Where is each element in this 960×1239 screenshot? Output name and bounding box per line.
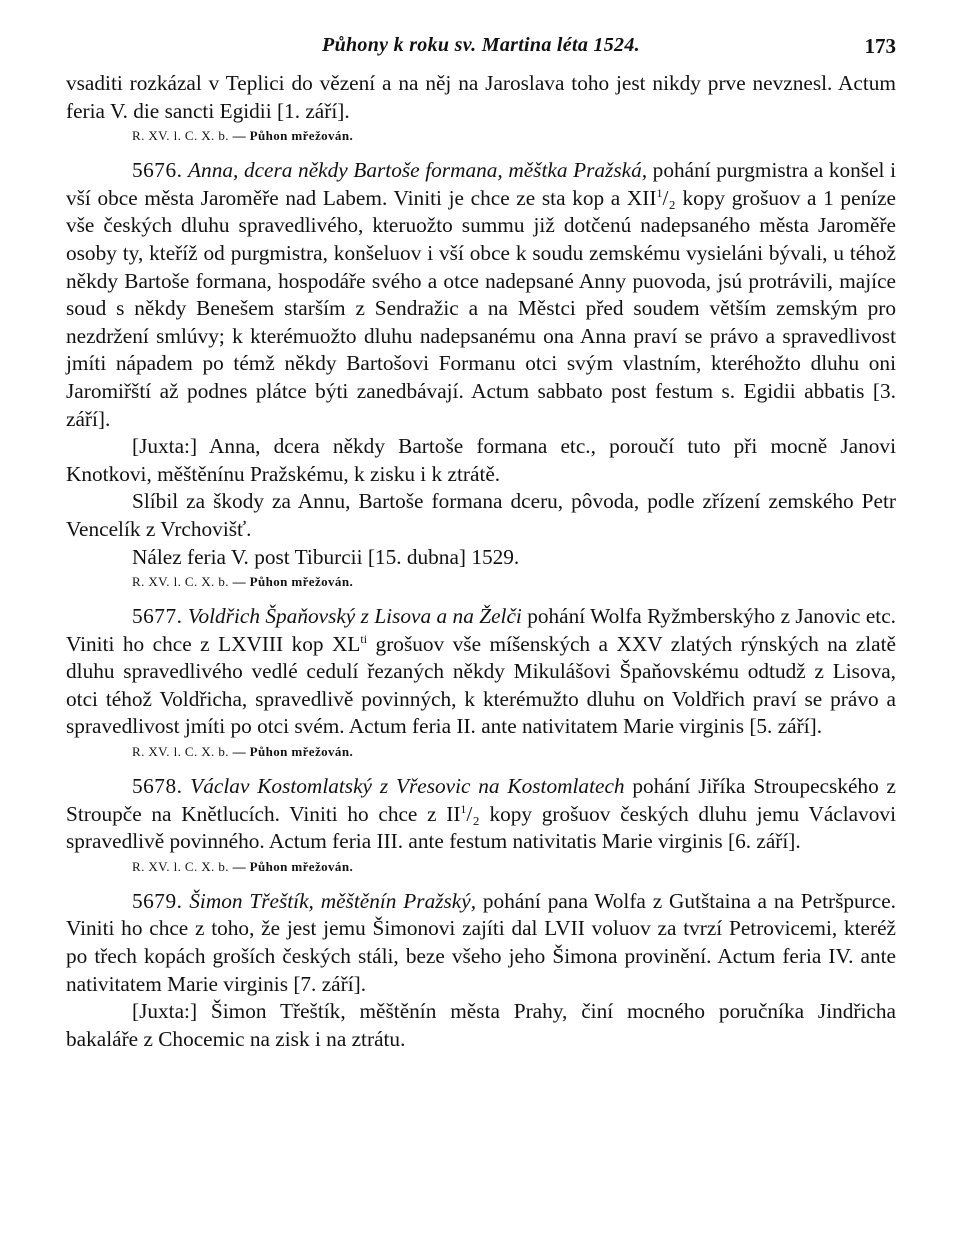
plaintiff-name: Šimon Třeštík, měštěnín Pražský, xyxy=(189,888,477,913)
entry-text-continued: /₂ kopy grošuov českých dluhu jemu Václavovi spravedlivě povinného. Actum feria III. ante festum nativitatis Marie virginis [6. září]. xyxy=(66,801,896,854)
superscript: 1 xyxy=(460,801,467,816)
note-reference: R. XV. l. C. X. b. xyxy=(132,744,229,760)
entry-text-continued: grošuov vše míšenských a XXV zlatých rýnských na zlatě dluhu spravedlivého vedlé cedulí řezaných někdy Mikulášovi Špaňovskému odtudž z Lisova, otci téhož Voldřicha, spravedlivě povinných, k kterémužto dluhu on Voldřich praví se právo a spravedlivost jmíti po otci svém. Actum feria II. ante nativitatem Marie virginis [5. září]. xyxy=(66,631,896,739)
note-status: — Půhon mřežován. xyxy=(232,128,354,144)
entry-5678 xyxy=(66,773,896,856)
running-title: Půhony k roku sv. Martina léta 1524. xyxy=(322,34,640,56)
plaintiff-name: Václav Kostomlatský z Vřesovic na Kostomlatech xyxy=(190,774,625,799)
entry-note xyxy=(132,741,896,763)
continuation-note xyxy=(132,125,896,147)
entry-number: 5677. xyxy=(132,604,183,629)
note-status: — Půhon mřežován. xyxy=(232,574,354,590)
entry-number: 5676. xyxy=(132,158,183,183)
note-status: — Půhon mřežován. xyxy=(232,744,354,760)
entry-text: pohání Wolfa Ryžmberskýho z Janovic etc. Viniti ho chce z LXVIII kop XL xyxy=(66,604,896,656)
continuation-paragraph: vsaditi rozkázal v Teplici do vězení a na něj na Jaroslava toho jest nikdy prve nevznesl. Actum feria V. die sancti Egidii [1. září]. xyxy=(66,71,896,123)
superscript: 1 xyxy=(656,185,663,200)
entry-note xyxy=(132,856,896,878)
entry-5676 xyxy=(66,157,896,433)
running-header xyxy=(66,34,896,60)
document-page xyxy=(66,34,896,1214)
entry-5679 xyxy=(66,888,896,998)
plaintiff-name: Voldřich Špaňovský z Lisova a na Želči xyxy=(187,604,522,629)
superscript: ti xyxy=(360,631,368,646)
entry-number: 5679. xyxy=(132,888,183,913)
page-number: 173 xyxy=(864,34,896,58)
plaintiff-name: Anna, dcera někdy Bartoše formana, měštka Pražská, xyxy=(188,158,648,183)
juxta-paragraph: [Juxta:] Anna, dcera někdy Bartoše formana etc., poroučí tuto při mocně Janovi Knotkovi, měštěnínu Pražskému, k zisku i k ztrátě. xyxy=(66,434,896,486)
note-reference: R. XV. l. C. X. b. xyxy=(132,128,229,144)
surety-paragraph: Slíbil za škody za Annu, Bartoše formana dceru, pôvoda, podle zřízení zemského Petr Vencelík z Vrchovišť. xyxy=(66,489,896,541)
entry-note xyxy=(132,571,896,593)
entry-text: pohání pana Wolfa z Gutštaina a na Petršpurce. Viniti ho chce z toho, že jest jemu Šimonovi zajíti dal LVII voluov za tvrzí Petrovicemi, kteréž po třech kopách groších českých stáli, beze všeho jeho Šimona provinění. Actum feria IV. ante nativitatem Marie virginis [7. září]. xyxy=(66,888,896,996)
entry-text: pohání purgmistra a konšel i vší obce města Jaroměře nad Labem. Viniti je chce ze sta kop a XII xyxy=(66,158,896,210)
entry-5677 xyxy=(66,603,896,741)
juxta-paragraph: [Juxta:] Šimon Třeštík, měštěnín města Prahy, činí mocného poručníka Jindřicha bakaláře z Chocemic na zisk i na ztrátu. xyxy=(66,999,896,1051)
entry-text-continued: /₂ kopy grošuov a 1 peníze vše českých dluhu spravedlivého, kteruožto summu již dotčenú nadepsaného města Jaroměře osoby ty, kteříž od purgmistra, konšeluov i vší obce k soudu zemskému vysieláni bývali, u téhož někdy Bartoše formana, hospodáře svého a otce nadepsané Anny puovoda, jsú protrávili, majíce soud s někdy Benešem starším z Sendražic a na Městci před soudem větším zemským pro nezdržení smlúvy; k kterémuožto dluhu nadepsanému ona Anna praví se právo a spravedlivost jmíti nápadem po témž někdy Bartošovi Formanu otci svým vlastním, kteréhožto dluhu oni Jaromiřští až podnes plátce býti zanedbávají. Actum sabbato post festum s. Egidii abbatis [3. září]. xyxy=(66,185,896,431)
entry-number: 5678. xyxy=(132,774,183,799)
entry-text: pohání Jiříka Stroupecského z Stroupče na Knětlucích. Viniti ho chce z II xyxy=(66,774,897,826)
verdict-paragraph: Nález feria V. post Tiburcii [15. dubna] 1529. xyxy=(132,544,520,569)
note-status: — Půhon mřežován. xyxy=(232,858,354,874)
note-reference: R. XV. l. C. X. b. xyxy=(132,858,229,874)
note-reference: R. XV. l. C. X. b. xyxy=(132,574,229,590)
